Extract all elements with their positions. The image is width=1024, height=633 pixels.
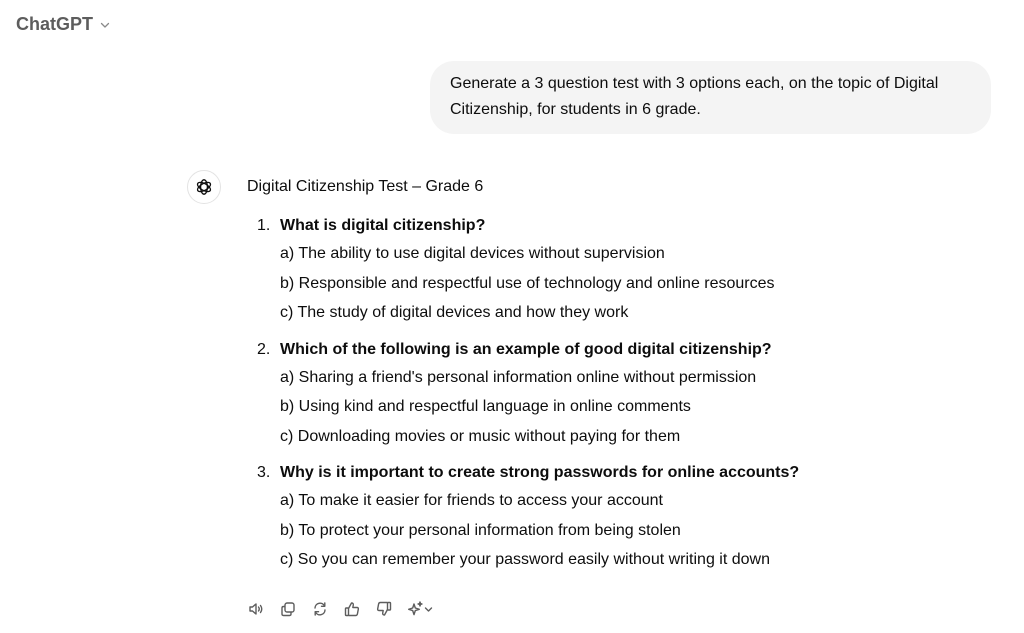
- user-message: Generate a 3 question test with 3 options each, on the topic of Digital Citizenship, for students in 6 grade.: [430, 61, 991, 134]
- sparkle-model-icon: [407, 600, 435, 618]
- response-heading: Digital Citizenship Test – Grade 6: [247, 178, 484, 195]
- thumbs-up-icon: [343, 600, 361, 618]
- assistant-message: [247, 175, 947, 584]
- question-number: 1.: [257, 217, 271, 234]
- model-title: ChatGPT: [16, 14, 94, 34]
- regenerate-icon: [311, 600, 329, 618]
- copy-button[interactable]: [278, 598, 298, 620]
- question-number: 2.: [257, 340, 271, 358]
- answer-option: a) Sharing a friend's personal information online without permission: [280, 368, 757, 386]
- assistant-avatar: [187, 170, 221, 204]
- model-selector[interactable]: [16, 14, 111, 35]
- message-actions: [246, 598, 436, 620]
- thumbs-down-icon: [375, 600, 393, 618]
- read-aloud-button[interactable]: [246, 598, 266, 620]
- question-item: [247, 337, 947, 452]
- question-item: [247, 460, 947, 575]
- question-text: Which of the following is an example of good digital citizenship?: [280, 340, 772, 358]
- thumbs-down-button[interactable]: [374, 598, 394, 620]
- openai-logo-icon: [194, 177, 214, 197]
- chevron-down-icon: [99, 19, 111, 31]
- answer-option: b) Using kind and respectful language in online comments: [280, 398, 691, 415]
- question-list: [247, 213, 947, 575]
- answer-option: a) The ability to use digital devices without supervision: [280, 245, 665, 262]
- answer-option: c) The study of digital devices and how they work: [280, 304, 629, 321]
- answer-option: c) So you can remember your password easily without writing it down: [280, 551, 770, 568]
- answer-option: c) Downloading movies or music without paying for them: [280, 427, 681, 445]
- question-number: 3.: [257, 464, 271, 481]
- model-switch-button[interactable]: [406, 598, 436, 620]
- answer-option: b) Responsible and respectful use of technology and online resources: [280, 274, 775, 292]
- read-aloud-icon: [247, 600, 265, 618]
- copy-icon: [279, 600, 297, 618]
- thumbs-up-button[interactable]: [342, 598, 362, 620]
- answer-option: b) To protect your personal information from being stolen: [280, 521, 681, 539]
- question-text: What is digital citizenship?: [280, 217, 486, 234]
- question-item: [247, 213, 947, 328]
- regenerate-button[interactable]: [310, 598, 330, 620]
- answer-option: a) To make it easier for friends to access your account: [280, 492, 663, 509]
- question-text: Why is it important to create strong passwords for online accounts?: [280, 464, 800, 481]
